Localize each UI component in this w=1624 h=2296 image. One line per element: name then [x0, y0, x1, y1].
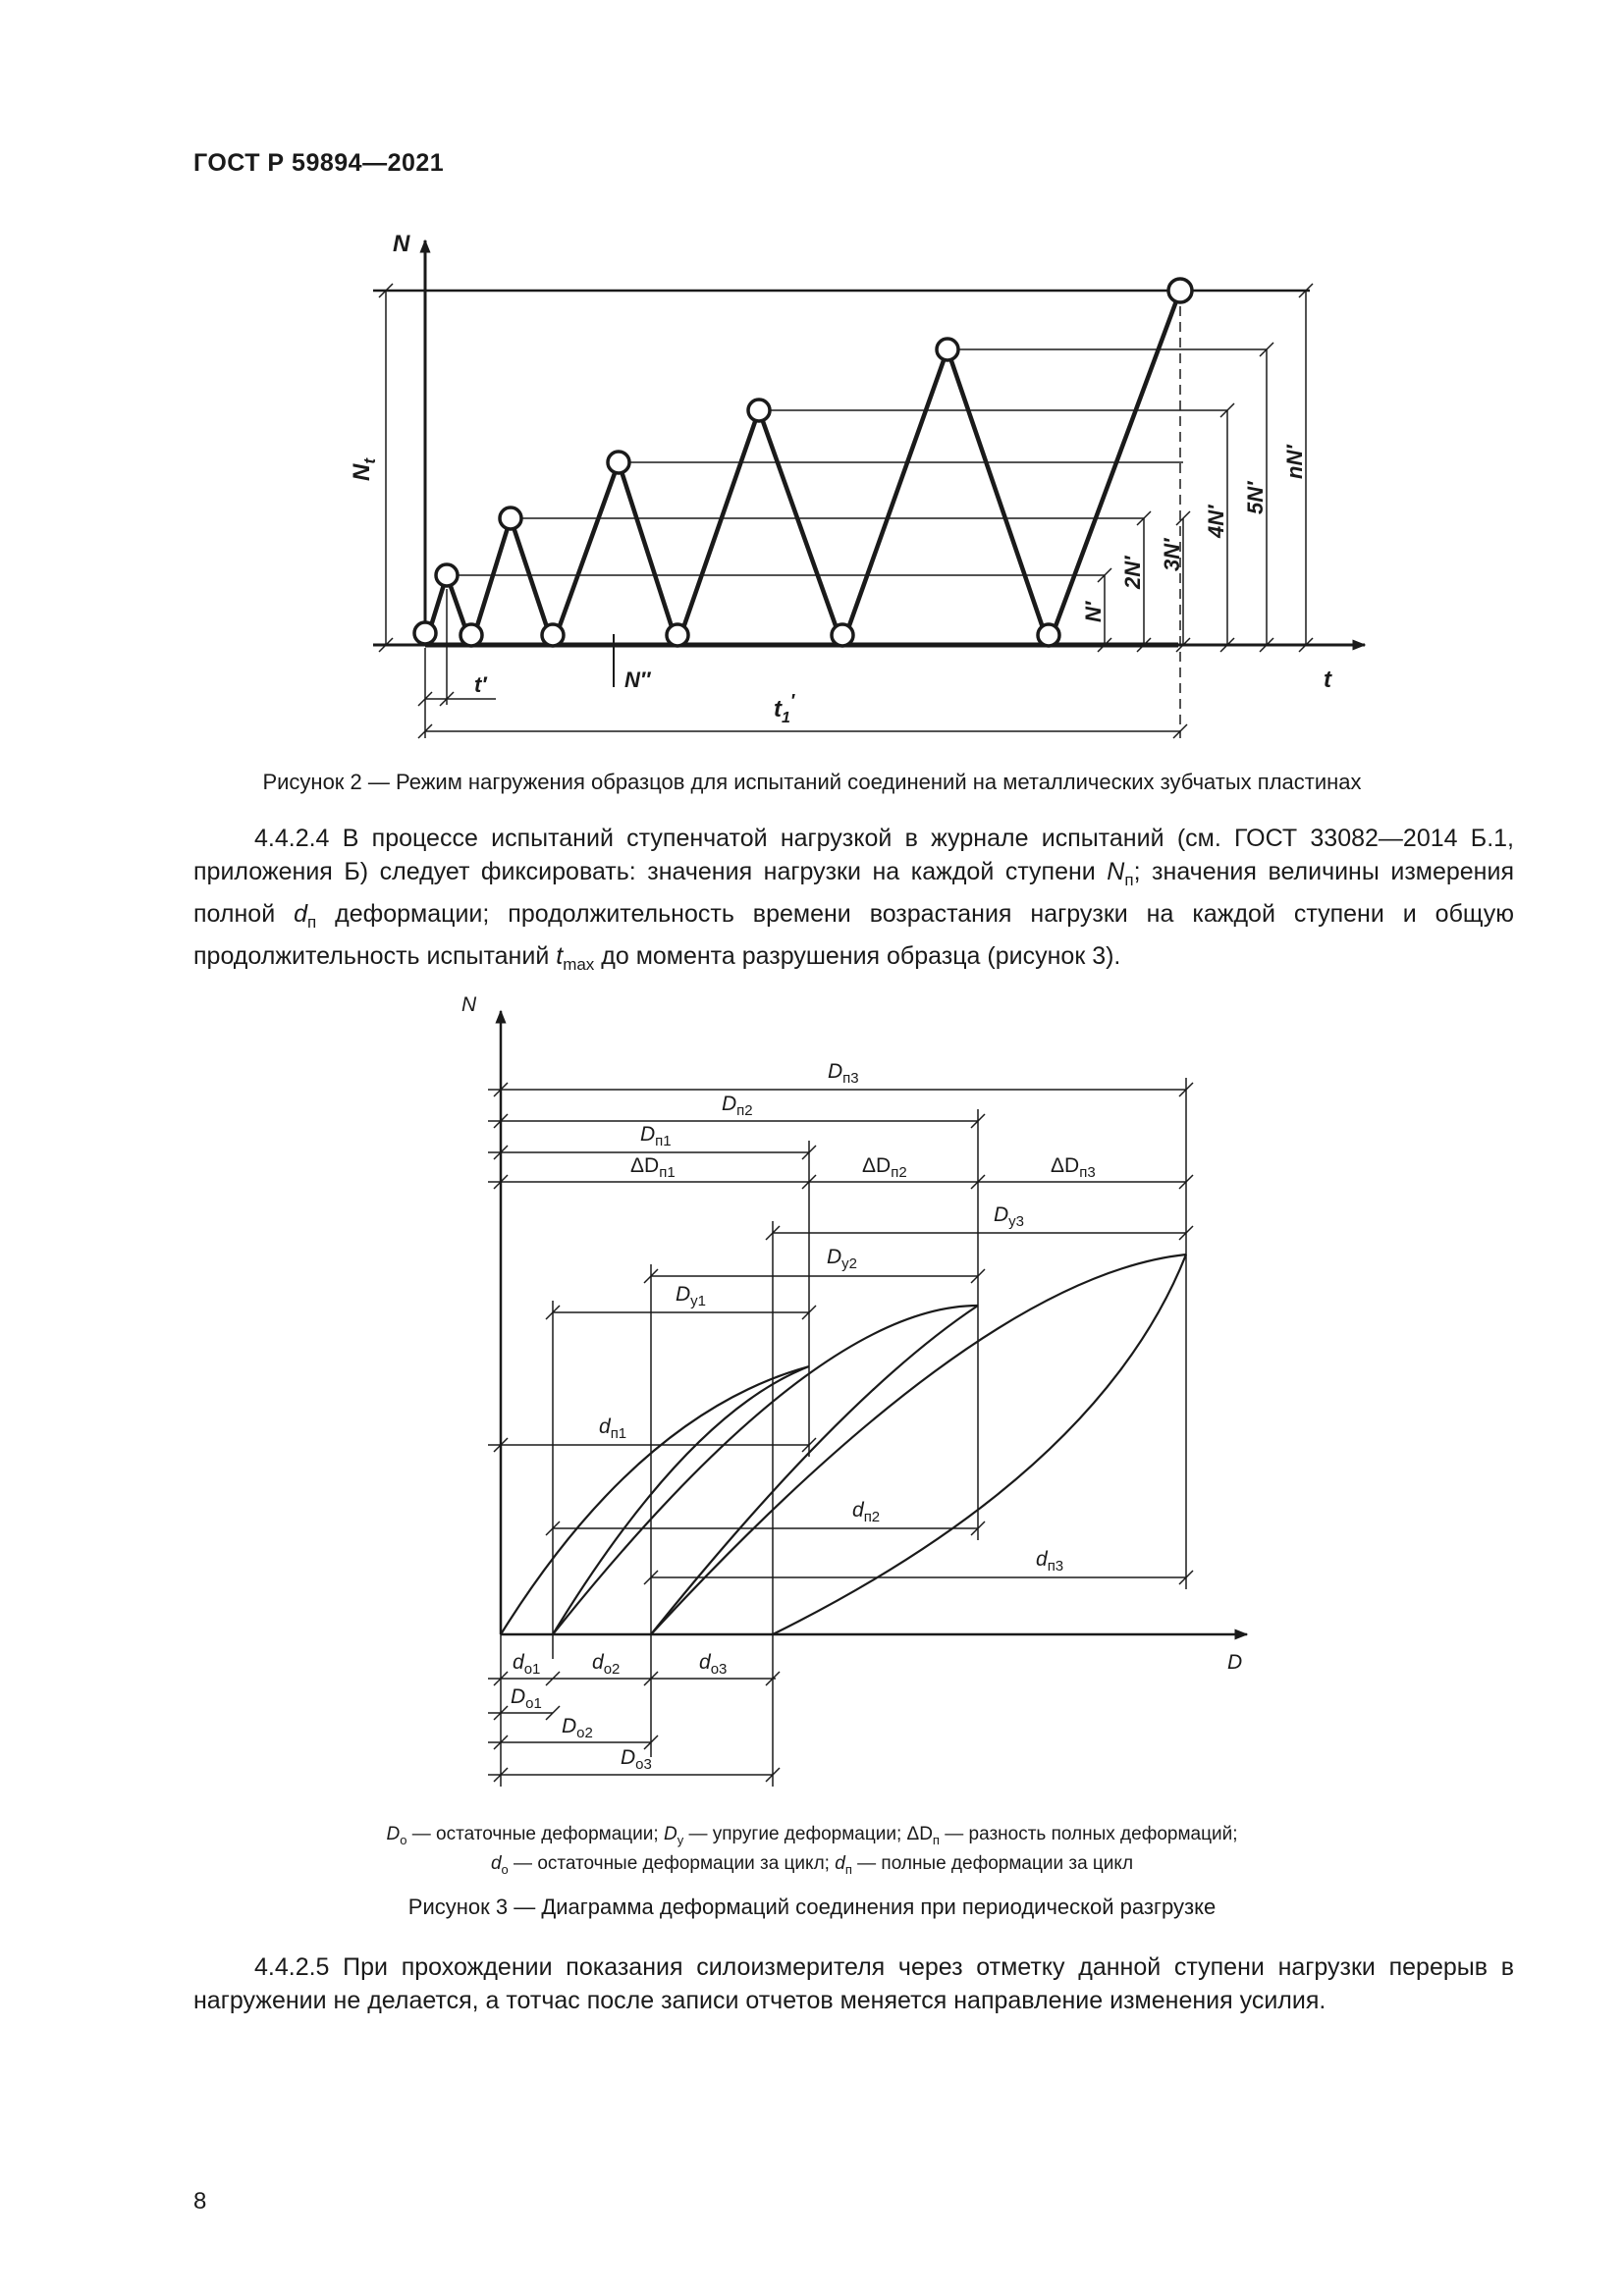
fig3-label-do3: $d_{o3}$ [699, 1651, 728, 1678]
fig3-label-Do1: $D_{o1}$ [511, 1685, 542, 1712]
fig2-n5-label: 5N′ [1243, 481, 1268, 514]
figure-2-caption: Рисунок 2 — Режим нагружения образцов для испытаний соединений на металлических зубчатых пластинах [262, 770, 1362, 794]
document-code-header: ГОСТ Р 59894—2021 [193, 149, 445, 177]
fig3-label-dn3: $d_{п3}$ [1036, 1548, 1064, 1575]
fig2-nt-label: $N_t$ [349, 457, 379, 481]
fig3-label-do1: $d_{o1}$ [513, 1651, 541, 1678]
fig3-x-label: D [1227, 1651, 1243, 1674]
fig3-label-Do2: $D_{o2}$ [562, 1715, 593, 1741]
figure-2-load-diagram [0, 0, 1624, 785]
fig3-label-ddp2: $\Delta D_{п2}$ [862, 1154, 907, 1181]
fig3-label-dn2: $d_{п2}$ [852, 1499, 881, 1525]
page-number: 8 [193, 2188, 207, 2215]
paragraph-4-4-2-5: 4.4.2.5 При прохождении показания силоизмерителя через отметку данной ступени нагрузки перерыв в нагружении не делается, а тотчас после записи отчетов меняется направление изменения усилия. [193, 1953, 1514, 2014]
fig3-label-dy1: $D_{y1}$ [676, 1283, 707, 1309]
figure-3-deformation-diagram [0, 982, 1624, 1806]
legend-line-1: $D_o$ — остаточные деформации; $D_y$ — упругие деформации; $\Delta D_п$ — разность полных деформаций; [386, 1824, 1238, 1847]
fig2-n2-label: 2N′ [1120, 556, 1145, 589]
figure-3-caption: Рисунок 3 — Диаграмма деформаций соединения при периодической разгрузке [407, 1895, 1217, 1919]
fig2-n-double-label: N″ [624, 667, 651, 692]
fig3-label-dp2: $D_{п2}$ [722, 1093, 753, 1119]
fig3-label-ddp3: $\Delta D_{п3}$ [1051, 1154, 1096, 1181]
fig3-label-ddp1: $\Delta D_{п1}$ [630, 1154, 676, 1181]
paragraph-4-4-2-4: 4.4.2.4 В процессе испытаний ступенчатой нагрузкой в журнале испытаний (см. ГОСТ 33082—2014 Б.1, приложения Б) следует фиксировать: значения нагрузки на каждой ступени $N_п$; значения величины измерения полной $d_п$ деформации; продолжительность времени возрастания нагрузки на каждой ступени и общую продолжительность испытаний $t_{max}$ до момента разрушения образца (рисунок 3). [193, 825, 1514, 974]
fig2-nn-label: nN′ [1282, 445, 1307, 479]
fig3-label-do2: $d_{o2}$ [592, 1651, 621, 1678]
fig2-n4-label: 4N′ [1204, 505, 1228, 538]
clause-number: 4.4.2.4 [254, 825, 330, 852]
figure-3-legend [0, 1823, 1624, 1882]
fig2-n1-label: N′ [1081, 601, 1106, 622]
fig3-label-dp3: $D_{п3}$ [828, 1060, 859, 1087]
fig3-label-dy3: $D_{y3}$ [994, 1203, 1025, 1230]
fig3-label-Do3: $D_{o3}$ [621, 1746, 652, 1773]
fig2-n3-label: 3N′ [1160, 538, 1184, 571]
fig2-x-label: t [1324, 667, 1331, 693]
fig3-label-dn1: $d_{п1}$ [599, 1415, 627, 1442]
legend-line-2: $d_o$ — остаточные деформации за цикл; $d_п$ — полные деформации за цикл [490, 1852, 1134, 1877]
fig2-t1-label: $t_1'$ [774, 691, 795, 726]
fig3-label-dp1: $D_{п1}$ [640, 1123, 672, 1149]
fig3-label-dy2: $D_{y2}$ [827, 1246, 858, 1272]
fig2-t-prime-label: t′ [474, 672, 487, 697]
fig3-y-label: N [461, 993, 477, 1016]
clause-number: 4.4.2.5 [254, 1953, 330, 1981]
fig2-y-label: N [393, 231, 410, 257]
fig2-load-curve [425, 291, 1180, 645]
